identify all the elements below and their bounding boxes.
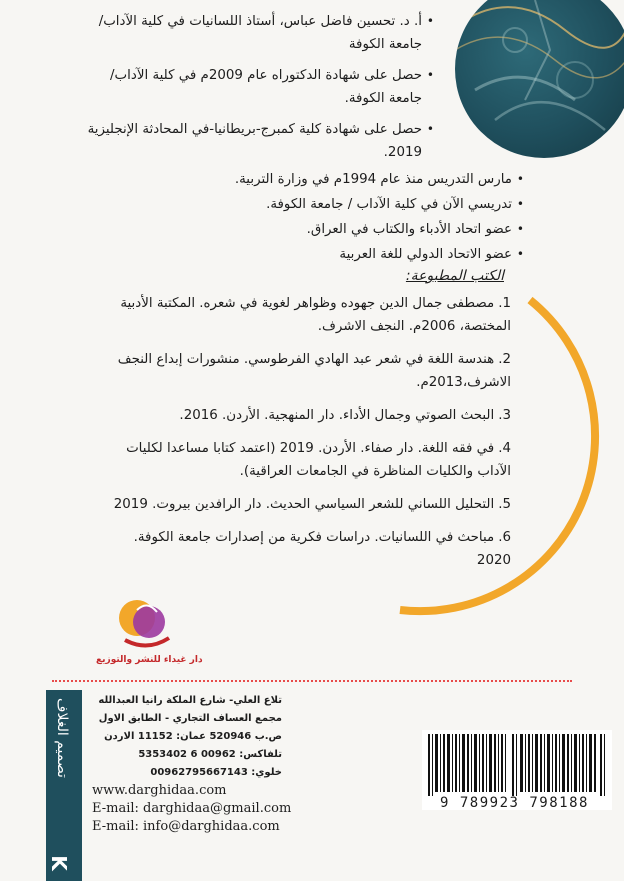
publisher-logo-text: دار غيداء للنشر والتوزيع xyxy=(96,655,203,665)
publication-number: 2. xyxy=(498,352,511,367)
publisher-email-2: E-mail: info@darghidaa.com xyxy=(92,819,280,834)
publisher-telfax: تلفاكس: 00962 6 5353402 xyxy=(138,749,282,760)
publication-text: البحث الصوتي وجمال الأداء. دار المنهجية. الأردن. 2016. xyxy=(179,408,495,423)
publication-number: 4. xyxy=(498,441,511,456)
bio-item: • مارس التدريس منذ عام 1994م في وزارة التربية. xyxy=(104,168,524,191)
publisher-address-2: مجمع العساف التجاري - الطابق الاول xyxy=(98,713,282,724)
bio-item: • أ. د. تحسين فاضل عباس، أستاذ اللسانيات في كلية الآداب/ جامعة الكوفة xyxy=(74,10,434,56)
publisher-website: www.darghidaa.com xyxy=(92,783,227,798)
publisher-address-1: تلاع العلي- شارع الملكة رانيا العبدالله xyxy=(98,695,282,706)
bio-item: • حصل على شهادة كلية كمبرج-بريطانيا-في المحادثة الإنجليزية 2019. xyxy=(74,118,434,164)
bio-item: • تدريسي الآن في كلية الآداب / جامعة الكوفة. xyxy=(104,193,524,216)
publisher-mobile: خلوي: 00962795667143 xyxy=(150,767,282,778)
publication-item xyxy=(99,493,511,516)
publication-item xyxy=(99,292,511,338)
publication-item xyxy=(99,404,511,427)
publication-text: التحليل اللساني للشعر السياسي الحديث. دار الرافدين بيروت. 2019 xyxy=(113,497,495,512)
publisher-info xyxy=(92,692,332,836)
calligraphy-circle-image xyxy=(455,0,624,158)
publication-number: 3. xyxy=(498,408,511,423)
publisher-email-1: E-mail: darghidaa@gmail.com xyxy=(92,801,292,816)
bio-item: • عضو اتحاد الأدباء والكتاب في العراق. xyxy=(104,218,524,241)
publications-heading: الكتب المطبوعة: xyxy=(405,268,504,284)
isbn-number: 9 789923 798188 xyxy=(440,795,589,811)
publication-text: في فقه اللغة. دار صفاء. الأردن. 2019 (اعتمد كتابا مساعدا لكليات الآداب والكليات المناظرة في الجامعات العراقية). xyxy=(126,441,511,479)
publication-number: 5. xyxy=(498,497,511,512)
bio-item: • عضو الاتحاد الدولي للغة العربية xyxy=(104,243,524,266)
publication-item xyxy=(99,437,511,483)
publication-number: 6. xyxy=(498,530,511,545)
publication-text: مباحث في اللسانيات. دراسات فكرية من إصدارات جامعة الكوفة. 2020 xyxy=(133,530,511,568)
publication-item xyxy=(99,526,511,572)
cover-design-label: تصميم الغلاف xyxy=(54,698,70,778)
publication-item xyxy=(99,348,511,394)
publications-list xyxy=(99,292,511,582)
cover-design-sidebar xyxy=(46,690,82,881)
publication-text: هندسة اللغة في شعر عبد الهادي الفرطوسي. منشورات إبداع النجف الاشرف،2013م. xyxy=(117,352,511,390)
publication-number: 1. xyxy=(498,296,511,311)
dotted-divider xyxy=(52,680,572,682)
publisher-pobox: ص.ب 520946 عمان: 11152 الاردن xyxy=(104,731,282,742)
bio-item: • حصل على شهادة الدكتوراه عام 2009م في كلية الآداب/ جامعة الكوفة. xyxy=(74,64,434,110)
designer-mark: K xyxy=(46,855,71,871)
author-bio-list-2 xyxy=(104,168,524,268)
publication-text: مصطفى جمال الدين جهوده وظواهر لغوية في شعره. المكتبة الأدبية المختصة، 2006م. النجف الاشرف. xyxy=(120,296,511,334)
author-bio-list xyxy=(74,10,434,172)
